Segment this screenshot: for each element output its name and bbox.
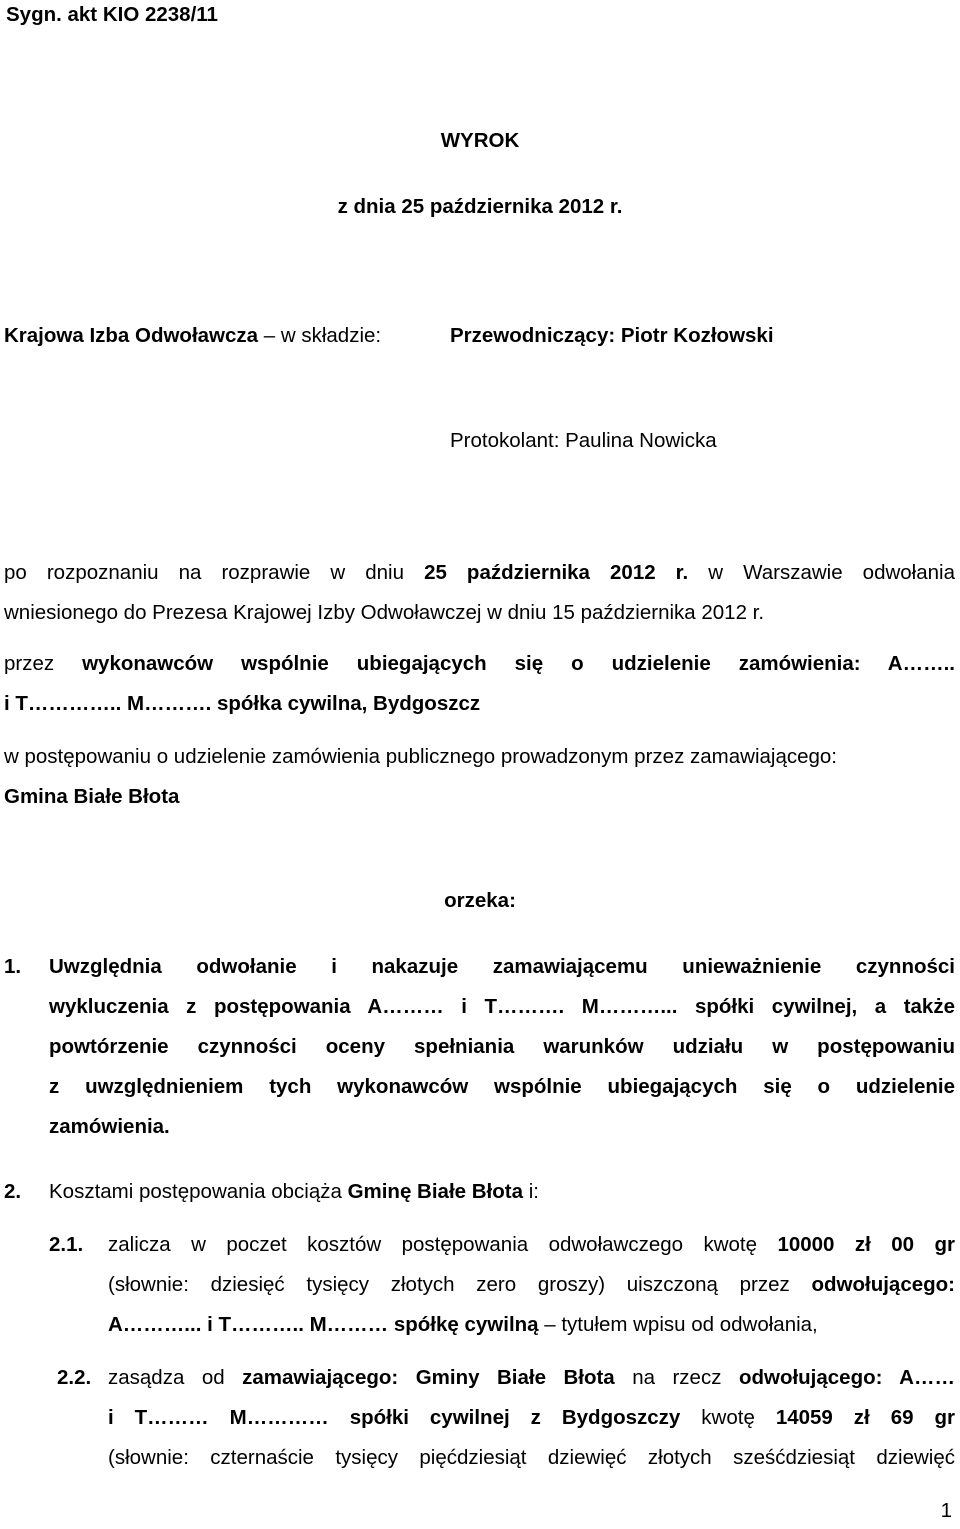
item-2-2-number: 2.2. <box>57 1366 92 1389</box>
item-2-text: Kosztami postępowania obciąża Gminę Białe Błota i: <box>49 1180 539 1203</box>
preamble-hearing-line-2: wniesionego do Prezesa Krajowej Izby Odwoławczej w dniu 15 października 2012 r. <box>4 601 765 624</box>
preamble-appellant-line-1: przez wykonawców wspólnie ubiegających się o udzielenie zamówienia: A…….. <box>4 652 955 675</box>
ruling-date: z dnia 25 października 2012 r. <box>337 195 623 218</box>
panel-composition <box>4 324 381 348</box>
panel-clerk: Protokolant: Paulina Nowicka <box>450 429 717 452</box>
panel-composition-label: – w składzie: <box>258 324 382 347</box>
item-1-number: 1. <box>4 955 22 978</box>
item-2-2-line-2: i T……… M………… spółki cywilnej z Bydgoszczy kwotę 14059 zł 69 gr <box>108 1406 955 1429</box>
panel-body-name: Krajowa Izba Odwoławcza <box>4 324 259 347</box>
item-2-1-number: 2.1. <box>49 1233 84 1256</box>
panel-chair: Przewodniczący: Piotr Kozłowski <box>450 324 774 347</box>
item-1-line-4: z uwzględnieniem tych wykonawców wspólnie ubiegających się o udzielenie <box>49 1075 955 1098</box>
item-1-line-3: powtórzenie czynności oceny spełniania warunków udziału w postępowaniu <box>49 1035 955 1058</box>
item-2-1-line-1: zalicza w poczet kosztów postępowania odwoławczego kwotę 10000 zł 00 gr <box>108 1233 955 1256</box>
item-2-2-line-3: (słownie: czternaście tysięcy pięćdziesiąt dziewięć złotych sześćdziesiąt dziewięć <box>108 1446 955 1469</box>
page-number: 1 <box>940 1499 952 1522</box>
item-2-number: 2. <box>4 1180 22 1203</box>
item-2-1-line-3: A………... i T……….. M……… spółkę cywilną – tytułem wpisu od odwołania, <box>108 1313 818 1336</box>
preamble-procedure-line-1: w postępowaniu o udzielenie zamówienia publicznego prowadzonym przez zamawiającego: <box>4 745 838 768</box>
item-2-1-line-2: (słownie: dziesięć tysięcy złotych zero groszy) uiszczoną przez odwołującego: <box>108 1273 955 1296</box>
item-1-line-2: wykluczenia z postępowania A……… i T………. M………... spółki cywilnej, a także <box>49 995 955 1018</box>
preamble-hearing-line-1: po rozpoznaniu na rozprawie w dniu 25 października 2012 r. w Warszawie odwołania <box>4 561 955 584</box>
item-2-2-line-1: zasądza od zamawiającego: Gminy Białe Błota na rzecz odwołującego: A…… <box>108 1366 955 1389</box>
ruling-heading: orzeka: <box>444 889 516 912</box>
item-1-line-5: zamówienia. <box>49 1115 170 1138</box>
case-signature: Sygn. akt KIO 2238/11 <box>6 3 218 26</box>
item-1-line-1: Uwzględnia odwołanie i nakazuje zamawiającemu unieważnienie czynności <box>49 955 955 978</box>
preamble-appellant-line-2: i T………….. M………. spółka cywilna, Bydgoszcz <box>4 692 481 715</box>
document-title: WYROK <box>440 129 520 152</box>
preamble-contracting-authority: Gmina Białe Błota <box>4 785 180 808</box>
